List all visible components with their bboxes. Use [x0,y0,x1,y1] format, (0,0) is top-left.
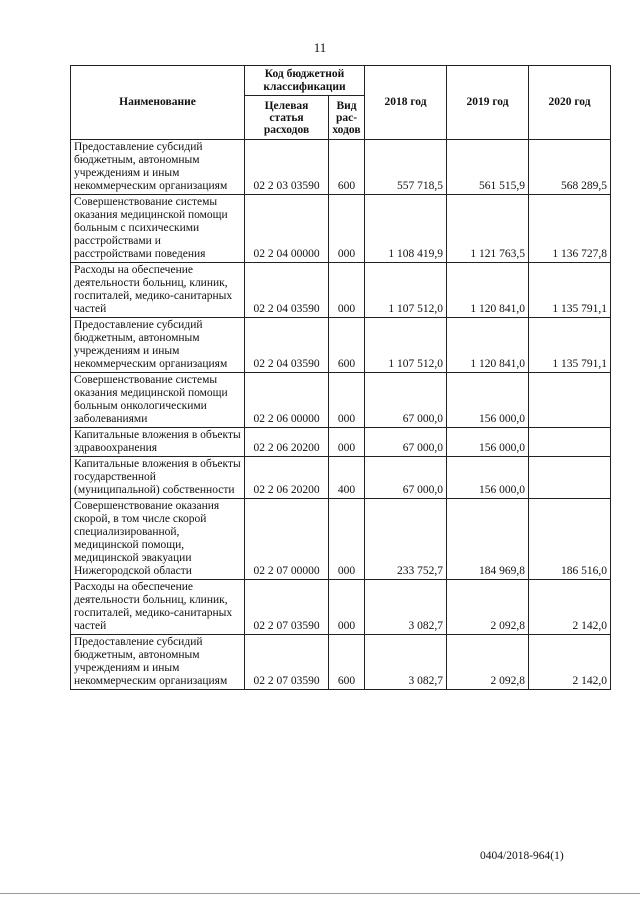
cell-name: Предоставление субсидий бюджетным, автономным учреждениям и иным некоммерческим организациям [71,318,245,373]
table-row [71,140,611,195]
cell-2019: 1 120 841,0 [447,263,529,318]
cell-expense-type: 000 [329,195,365,263]
header-name: Наименование [71,66,245,140]
cell-2020: 568 289,5 [529,140,611,195]
cell-2018: 3 082,7 [365,580,447,635]
table-row [71,263,611,318]
cell-2018: 67 000,0 [365,373,447,428]
cell-target-article: 02 2 06 00000 [245,373,329,428]
page-number: 11 [313,40,327,55]
table-row [71,635,611,690]
cell-name: Капитальные вложения в объекты государственной (муниципальной) собственности [71,457,245,499]
cell-2019: 2 092,8 [447,635,529,690]
cell-2020 [529,373,611,428]
cell-name: Совершенствование оказания скорой, в том числе скорой специализированной, медицинской помощи, медицинской эвакуации Нижегородской области [71,499,245,580]
header-2019: 2019 год [447,66,529,140]
cell-target-article: 02 2 06 20200 [245,428,329,457]
table-row [71,428,611,457]
cell-2018: 3 082,7 [365,635,447,690]
cell-2019: 156 000,0 [447,373,529,428]
cell-target-article: 02 2 06 20200 [245,457,329,499]
cell-expense-type: 000 [329,580,365,635]
cell-2018: 67 000,0 [365,428,447,457]
cell-2019: 156 000,0 [447,428,529,457]
cell-expense-type: 400 [329,457,365,499]
cell-expense-type: 000 [329,373,365,428]
header-budget-code: Код бюджетной классификации [245,66,365,96]
cell-expense-type: 000 [329,263,365,318]
bottom-divider [0,893,640,894]
cell-expense-type: 000 [329,428,365,457]
cell-expense-type: 000 [329,499,365,580]
cell-2020: 1 135 791,1 [529,318,611,373]
cell-name: Расходы на обеспечение деятельности больниц, клиник, госпиталей, медико-санитарных частей [71,263,245,318]
cell-2018: 1 108 419,9 [365,195,447,263]
table-row [71,373,611,428]
header-2018: 2018 год [365,66,447,140]
cell-2020: 1 135 791,1 [529,263,611,318]
table-row [71,580,611,635]
cell-name: Расходы на обеспечение деятельности больниц, клиник, госпиталей, медико-санитарных частей [71,580,245,635]
cell-expense-type: 600 [329,635,365,690]
document-code: 0404/2018-964(1) [480,850,564,862]
cell-name: Капитальные вложения в объекты здравоохранения [71,428,245,457]
header-target-article: Целевая статья расходов [245,96,329,140]
cell-expense-type: 600 [329,318,365,373]
cell-name: Совершенствование системы оказания медицинской помощи больным с психическими расстройствами и расстройствами поведения [71,195,245,263]
cell-2020 [529,457,611,499]
cell-2020 [529,428,611,457]
cell-2019: 1 121 763,5 [447,195,529,263]
cell-target-article: 02 2 04 03590 [245,263,329,318]
cell-target-article: 02 2 03 03590 [245,140,329,195]
header-2020: 2020 год [529,66,611,140]
cell-2019: 1 120 841,0 [447,318,529,373]
cell-2019: 156 000,0 [447,457,529,499]
cell-target-article: 02 2 04 00000 [245,195,329,263]
table-row [71,457,611,499]
cell-2020: 1 136 727,8 [529,195,611,263]
cell-2018: 67 000,0 [365,457,447,499]
cell-expense-type: 600 [329,140,365,195]
cell-target-article: 02 2 07 00000 [245,499,329,580]
cell-2019: 2 092,8 [447,580,529,635]
cell-2020: 186 516,0 [529,499,611,580]
cell-2018: 1 107 512,0 [365,263,447,318]
table-row [71,499,611,580]
cell-target-article: 02 2 07 03590 [245,635,329,690]
cell-2018: 557 718,5 [365,140,447,195]
cell-name: Предоставление субсидий бюджетным, автономным учреждениям и иным некоммерческим организациям [71,635,245,690]
cell-name: Совершенствование системы оказания медицинской помощи больным онкологическими заболеваниями [71,373,245,428]
cell-target-article: 02 2 07 03590 [245,580,329,635]
cell-2018: 1 107 512,0 [365,318,447,373]
cell-2019: 561 515,9 [447,140,529,195]
table-row [71,318,611,373]
cell-2020: 2 142,0 [529,580,611,635]
cell-2019: 184 969,8 [447,499,529,580]
header-expense-type: Вид рас-ходов [329,96,365,140]
cell-2020: 2 142,0 [529,635,611,690]
cell-2018: 233 752,7 [365,499,447,580]
cell-name: Предоставление субсидий бюджетным, автономным учреждениям и иным некоммерческим организациям [71,140,245,195]
table-row [71,195,611,263]
budget-table [70,65,611,690]
cell-target-article: 02 2 04 03590 [245,318,329,373]
